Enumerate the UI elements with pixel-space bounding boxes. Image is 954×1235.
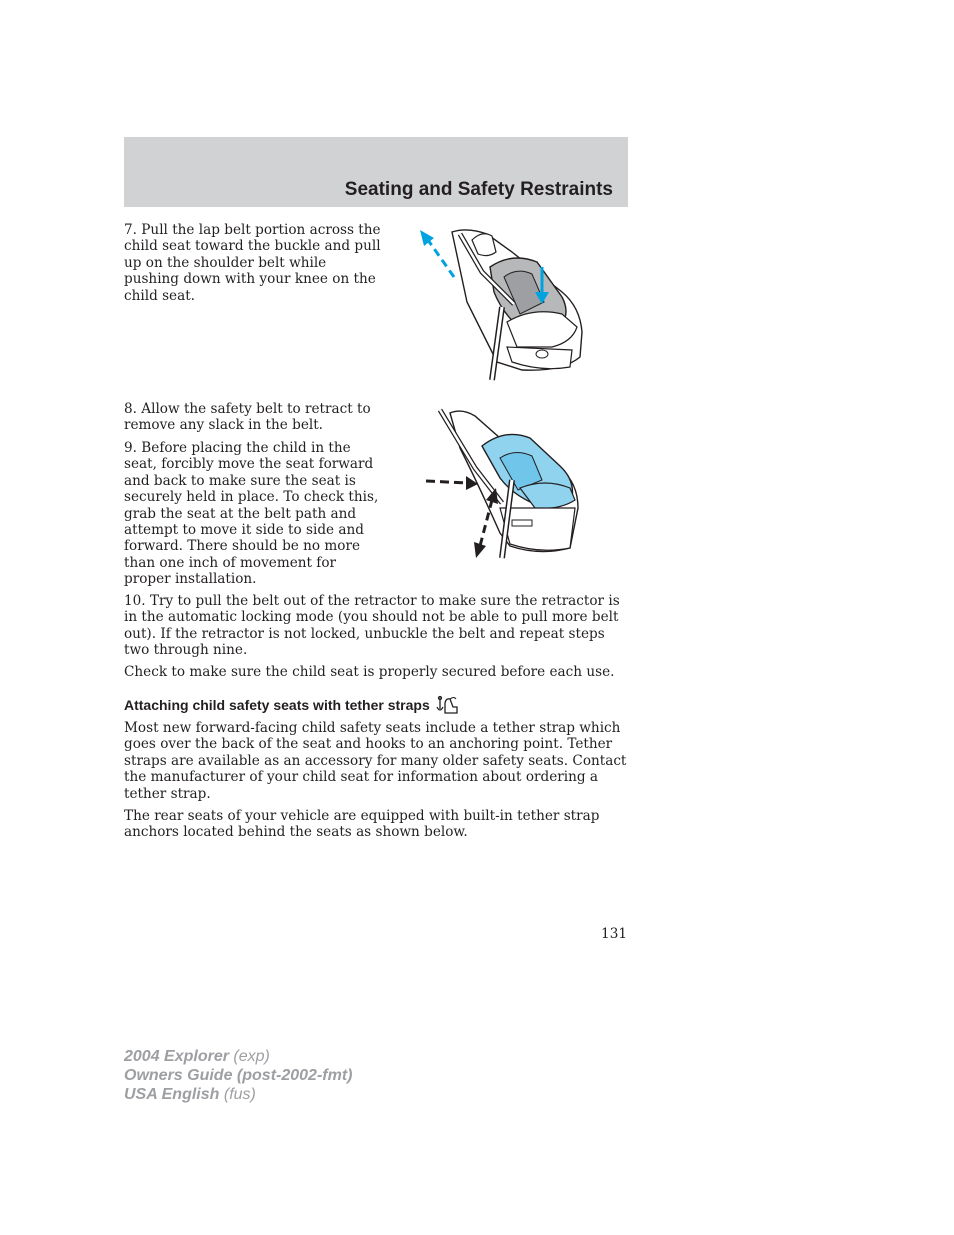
tether-paragraph-2: The rear seats of your vehicle are equipped with built-in tether strap anchors located behind the seats as shown below. — [124, 808, 600, 841]
check-text: Check to make sure the child seat is properly secured before each use. — [124, 664, 615, 680]
footer-guide: Owners Guide (post-2002-fmt) — [124, 1067, 353, 1084]
footer-language: USA English — [124, 1086, 220, 1103]
step-9-text: 9. Before placing the child in the seat, forcibly move the seat forward and back to make sure the seat is securely held in place. To check this, grab the seat at the belt path and attempt to move it side to side and forward. There should be no more than one inch of movement for proper installation. — [124, 440, 379, 588]
tether-paragraph-1: Most new forward-facing child safety seats include a tether strap which goes over the back of the seat and hooks to an anchoring point. Tether straps are available as an accessory for many older safety seats. Contact the manufacturer of your child seat for information about ordering a tether strap. — [124, 720, 627, 802]
step-8-text: 8. Allow the safety belt to retract to remove any slack in the belt. — [124, 401, 371, 434]
footer-model-code: (exp) — [228, 1048, 270, 1065]
page-title: Seating and Safety Restraints — [344, 179, 613, 200]
footer-line-3 — [124, 1085, 352, 1104]
footer-language-code: (fus) — [219, 1086, 256, 1103]
illustration-tighten-lap-belt — [412, 222, 592, 387]
footer-line-2 — [124, 1066, 352, 1085]
tether-heading-text: Attaching child safety seats with tether straps — [124, 697, 430, 713]
step-7-text: 7. Pull the lap belt portion across the child seat toward the buckle and pull up on the shoulder belt while pushing down with your knee on the child seat. — [124, 222, 381, 304]
footer — [124, 1047, 352, 1104]
page-number: 131 — [601, 926, 627, 942]
tether-anchor-icon — [436, 695, 458, 715]
footer-line-1 — [124, 1047, 352, 1066]
step-10-text: 10. Try to pull the belt out of the retractor to make sure the retractor is in the automatic locking mode (you should not be able to pull more belt out). If the retractor is not locked, unbuckle the belt and repeat steps two through nine. — [124, 593, 620, 659]
footer-model: 2004 Explorer — [124, 1048, 229, 1065]
tether-heading — [124, 695, 458, 715]
illustration-check-seat-movement — [420, 408, 585, 563]
header-band — [124, 137, 628, 207]
